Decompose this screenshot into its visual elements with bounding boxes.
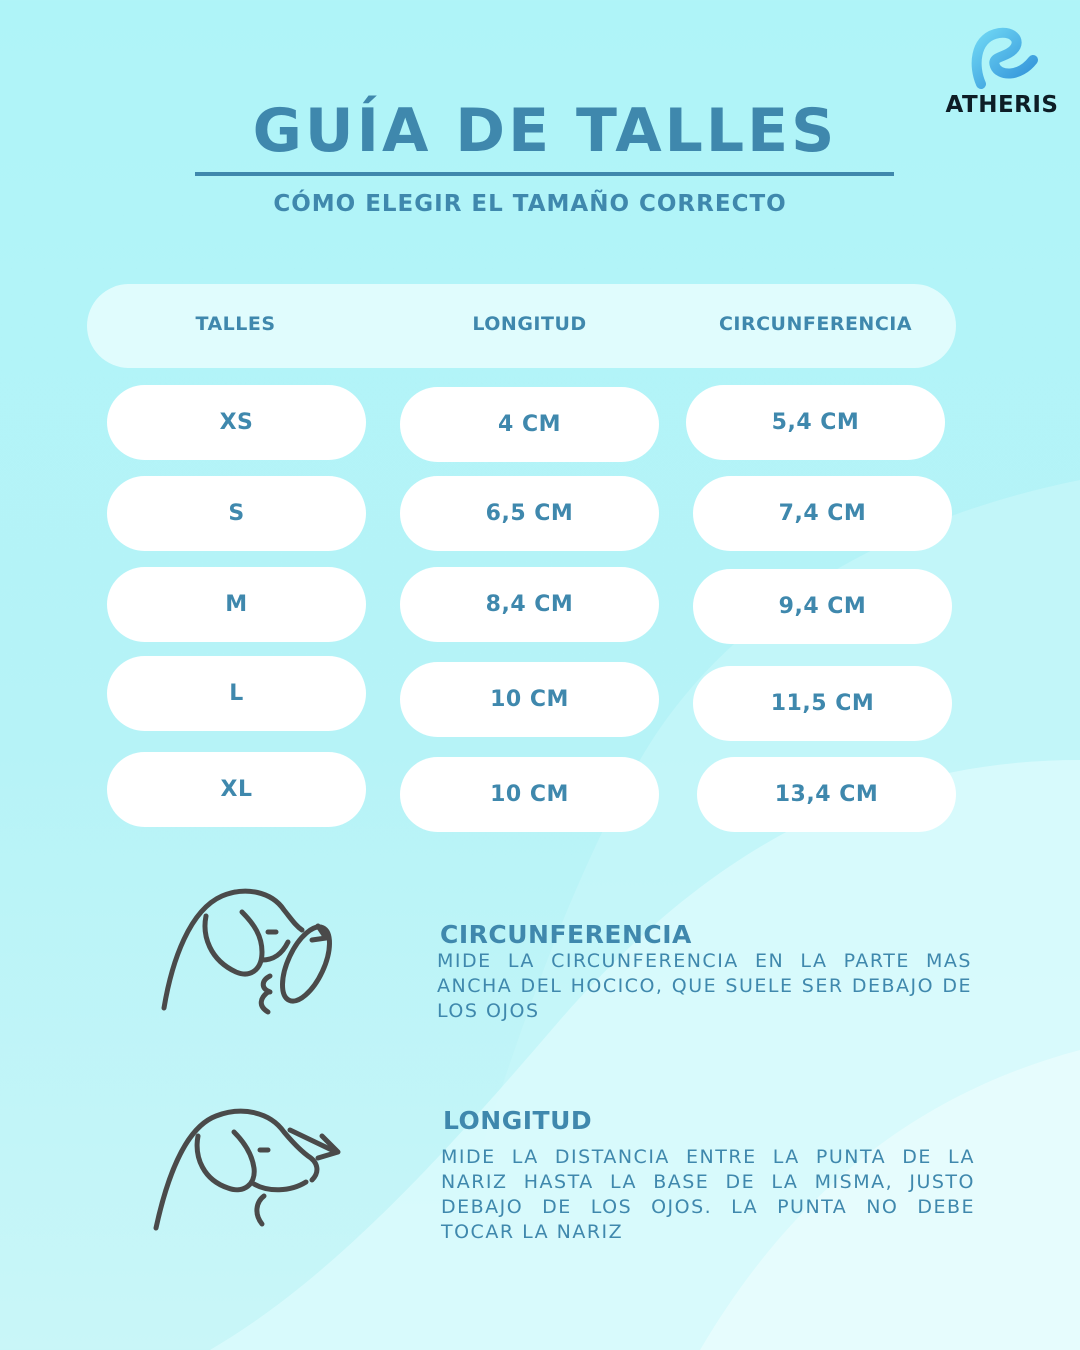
length-cell-l: 10 CM: [400, 662, 659, 737]
length-title: LONGITUD: [443, 1106, 593, 1135]
size-cell-xs: XS: [107, 385, 366, 460]
length-description: MIDE LA DISTANCIA ENTRE LA PUNTA DE LA NARIZ HASTA LA BASE DE LA MISMA, JUSTO DEBAJO DE LOS OJOS. LA PUNTA NO DEBE TOCAR LA NARIZ: [441, 1146, 975, 1243]
circumference-section: [437, 920, 972, 1024]
column-header-talles: TALLES: [195, 313, 276, 335]
page-subtitle: CÓMO ELEGIR EL TAMAÑO CORRECTO: [273, 191, 787, 217]
size-cell-m: M: [107, 567, 366, 642]
circumference-cell-s: 7,4 CM: [693, 476, 952, 551]
length-cell-xs: 4 CM: [400, 387, 659, 462]
size-cell-xl: XL: [107, 752, 366, 827]
column-header-longitud: LONGITUD: [472, 313, 587, 335]
column-header-circunferencia: CIRCUNFERENCIA: [718, 313, 913, 335]
length-section: [441, 1106, 975, 1245]
dog-length-icon: [150, 1100, 350, 1240]
length-cell-m: 8,4 CM: [400, 567, 659, 642]
circumference-cell-m: 9,4 CM: [693, 569, 952, 644]
length-cell-xl: 10 CM: [400, 757, 659, 832]
brand-name: ATHERIS: [945, 92, 1059, 118]
circumference-description: MIDE LA CIRCUNFERENCIA EN LA PARTE MAS ANCHA DEL HOCICO, QUE SUELE SER DEBAJO DE LOS OJOS: [437, 950, 972, 1022]
circumference-cell-xl: 13,4 CM: [697, 757, 956, 832]
size-cell-l: L: [107, 656, 366, 731]
dog-circumference-icon: [150, 880, 340, 1020]
page-title: GUÍA DE TALLES: [252, 96, 838, 166]
circumference-cell-l: 11,5 CM: [693, 666, 952, 741]
circumference-cell-xs: 5,4 CM: [686, 385, 945, 460]
size-cell-s: S: [107, 476, 366, 551]
length-cell-s: 6,5 CM: [400, 476, 659, 551]
circumference-title: CIRCUNFERENCIA: [440, 920, 692, 949]
